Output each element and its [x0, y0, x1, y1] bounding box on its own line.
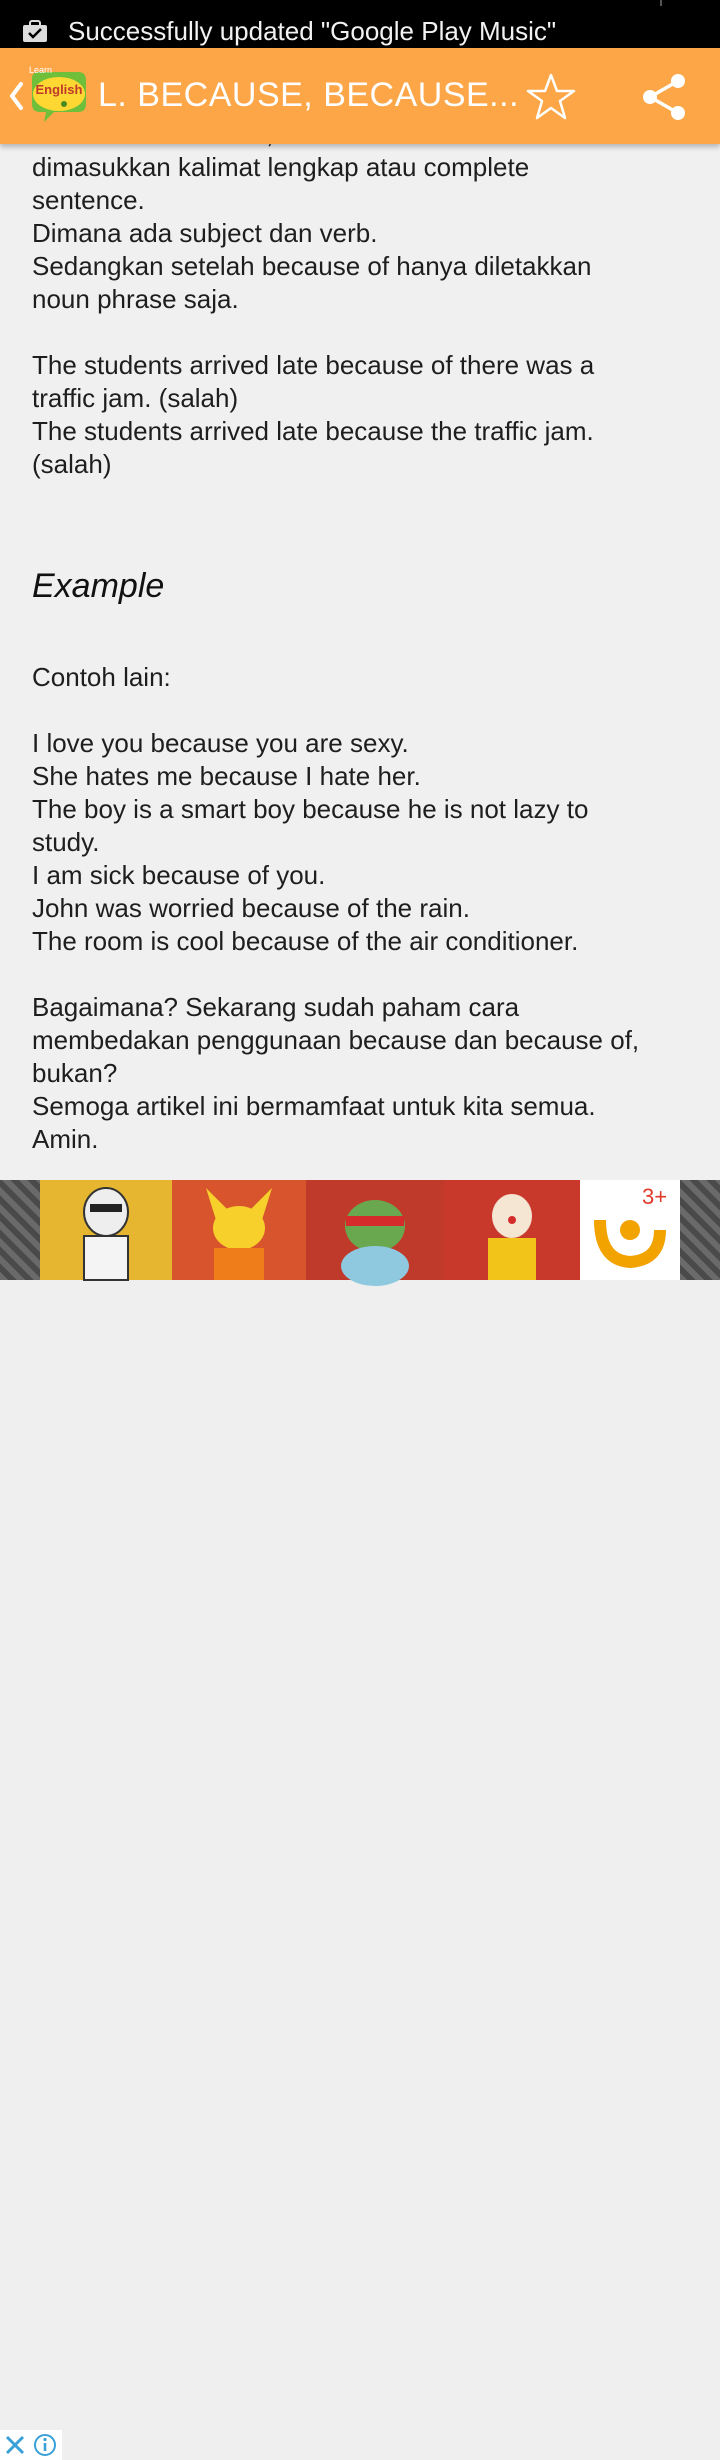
status-divider — [660, 0, 662, 6]
chevron-left-icon[interactable] — [6, 78, 26, 114]
article-line: The students arrived late because of there was a — [32, 350, 595, 380]
blank-line — [32, 316, 692, 349]
article-line: study. — [32, 827, 100, 857]
ad-banner[interactable] — [0, 1180, 720, 1280]
blank-line — [32, 694, 692, 727]
close-icon — [4, 2434, 26, 2456]
age-rating-badge: 3+ — [642, 1184, 668, 1209]
article-line: Amin. — [32, 1124, 99, 1154]
article-line: Sedangkan setelah because of hanya diletakkan — [32, 251, 592, 281]
article-line: The students arrived late because the traffic jam. — [32, 416, 594, 446]
section-heading: Example — [32, 567, 165, 605]
article-line: Contoh lain: — [32, 662, 171, 692]
favorite-button[interactable] — [524, 70, 578, 124]
logo-small-text: Learn — [29, 65, 53, 75]
share-icon — [640, 72, 688, 122]
learn-english-logo[interactable] — [26, 64, 90, 128]
ad-app-logo — [580, 1180, 680, 1280]
article-content[interactable] — [0, 144, 720, 1180]
star-icon — [525, 72, 577, 122]
app-bar — [0, 48, 720, 144]
article-line: traffic jam. (salah) — [32, 383, 239, 413]
ad-character-pikachu — [172, 1180, 306, 1280]
article-line: noun phrase saja. — [32, 284, 239, 314]
logo-main-text: English — [35, 82, 83, 97]
notification-text: Successfully updated "Google Play Music" — [68, 16, 557, 46]
article-line: She hates me because I hate her. — [32, 761, 421, 791]
ad-close-button[interactable] — [0, 2430, 30, 2460]
article-line: membedakan penggunaan because dan because of, — [32, 1025, 640, 1055]
ad-character-turtle — [306, 1180, 444, 1280]
shopping-bag-icon — [22, 20, 48, 42]
status-bar — [0, 0, 720, 48]
share-button[interactable] — [636, 70, 692, 124]
article-line: The boy is a smart boy because he is not lazy to — [32, 794, 589, 824]
article-line: Semoga artikel ini bermamfaat untuk kita semua. — [32, 1091, 596, 1121]
article-line: I am sick because of you. — [32, 860, 326, 890]
ad-character-clown — [444, 1180, 580, 1280]
article-line: (salah) — [32, 449, 112, 479]
blank-line — [32, 958, 692, 991]
ad-character-stormtrooper — [40, 1180, 172, 1280]
article-line: Bagaimana? Sekarang sudah paham cara — [32, 992, 520, 1022]
article-line: Dimana ada subject dan verb. — [32, 218, 378, 248]
article-line: dimasukkan kalimat lengkap atau complete — [32, 152, 530, 182]
page-title: L. BECAUSE, BECAUSE... — [98, 76, 520, 114]
info-icon — [33, 2433, 57, 2457]
ad-info-button[interactable] — [30, 2430, 60, 2460]
ad-controls — [0, 2430, 62, 2460]
article-line: John was worried because of the rain. — [32, 893, 470, 923]
article-line: The room is cool because of the air conditioner. — [32, 926, 579, 956]
article-line: I love you because you are sexy. — [32, 728, 409, 758]
article-line: sentence. — [32, 185, 145, 215]
article-line: bukan? — [32, 1058, 118, 1088]
